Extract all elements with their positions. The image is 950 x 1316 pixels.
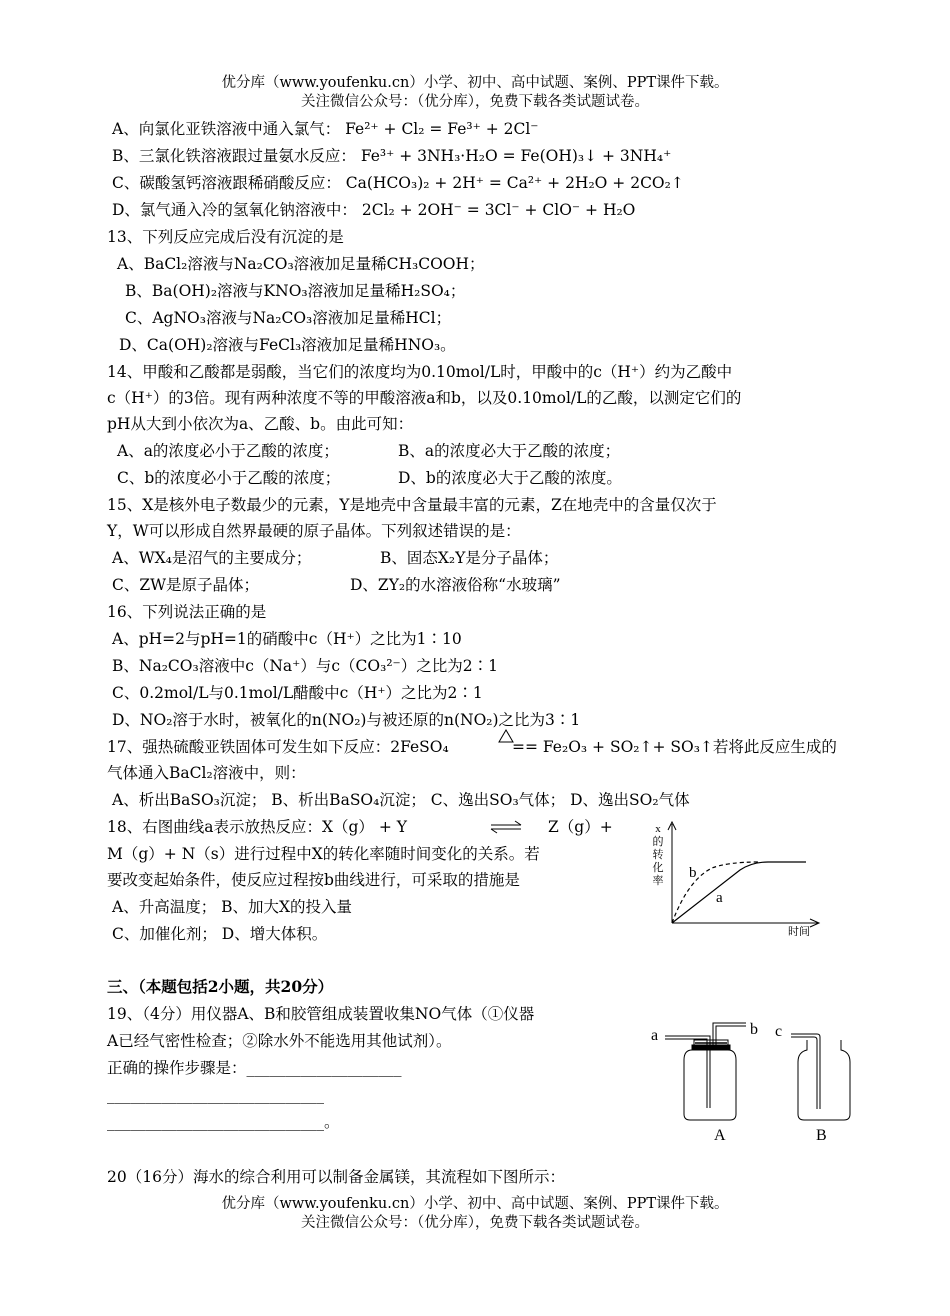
port-c-label: c <box>775 1023 783 1040</box>
q17-stem-1b: == Fe₂O₃ + SO₂↑+ SO₃↑若将此反应生成的 <box>512 738 837 756</box>
q16-option-d: D、NO₂溶于水时，被氧化的n(NO₂)与被还原的n(NO₂)之比为3∶1 <box>112 711 581 729</box>
conversion-time-graph <box>648 818 828 936</box>
q19-answer-line-3: ____________________________。 <box>107 1113 340 1131</box>
q12-option-b: B、三氯化铁溶液跟过量氨水反应： Fe³⁺ + 3NH₃·H₂O = Fe(OH)₃↓ + 3NH₄⁺ <box>112 147 672 165</box>
footer-line-1: 优分库（www.youfenku.cn）小学、初中、高中试题、案例、PPT课件下载。 <box>221 1196 729 1212</box>
svg-text:率: 率 <box>652 875 664 887</box>
q15-option-d: D、ZY₂的水溶液俗称“水玻璃” <box>350 576 561 594</box>
q16-stem: 16、下列说法正确的是 <box>107 603 267 621</box>
bottle-b-label: B <box>816 1127 827 1144</box>
section-3-title: 三、（本题包括2小题，共20分） <box>107 977 334 996</box>
q13-option-a: A、BaCl₂溶液与Na₂CO₃溶液加足量稀CH₃COOH； <box>117 255 485 273</box>
q13-option-d: D、Ca(OH)₂溶液与FeCl₃溶液加足量稀HNO₃。 <box>119 336 456 354</box>
bottle-a-label: A <box>714 1127 726 1144</box>
q14-stem-1: 14、甲酸和乙酸都是弱酸，当它们的浓度均为0.10mol/L时，甲酸中的c（H⁺）约为乙酸中 <box>107 363 733 381</box>
q15-stem-1: 15、X是核外电子数最少的元素，Y是地壳中含量最丰富的元素，Z在地壳中的含量仅次于 <box>107 496 717 514</box>
q17-stem-2: 气体通入BaCl₂溶液中，则： <box>107 764 306 782</box>
footer-line-2: 关注微信公众号：（优分库），免费下载各类试题试卷。 <box>301 1215 649 1231</box>
bottle-b <box>791 1034 850 1120</box>
q18-options-ab: A、升高温度； B、加大X的投入量 <box>112 898 353 916</box>
q12-option-c: C、碳酸氢钙溶液跟稀硝酸反应： Ca(HCO₃)₂ + 2H⁺ = Ca²⁺ + 2H₂O + 2CO₂↑ <box>112 174 684 192</box>
q20-stem: 20（16分）海水的综合利用可以制备金属镁，其流程如下图所示： <box>107 1168 565 1186</box>
q17-options: A、析出BaSO₃沉淀； B、析出BaSO₄沉淀； C、逸出SO₃气体； D、逸出SO₂气体 <box>112 791 690 809</box>
q13-option-b: B、Ba(OH)₂溶液与KNO₃溶液加足量稀H₂SO₄； <box>125 282 466 300</box>
curve-b-label: b <box>689 865 697 881</box>
svg-text:x: x <box>655 823 661 835</box>
q19-answer-line-2: ____________________________ <box>107 1086 324 1104</box>
port-a-label: a <box>651 1027 659 1044</box>
q17-stem-1a: 17、强热硫酸亚铁固体可发生如下反应：2FeSO₄ <box>107 738 449 756</box>
svg-text:化: 化 <box>652 862 664 874</box>
q14-option-d: D、b的浓度必大于乙酸的浓度。 <box>398 469 622 487</box>
q19-stem-2: A已经气密性检查；②除水外不能选用其他试剂）。 <box>107 1032 452 1050</box>
q14-option-c: C、b的浓度必小于乙酸的浓度； <box>117 469 341 487</box>
svg-text:的: 的 <box>652 836 664 848</box>
q15-stem-2: Y，W可以形成自然界最硬的原子晶体。下列叙述错误的是： <box>107 522 521 540</box>
bottle-a <box>665 1023 746 1120</box>
q18-stem-1a: 18、右图曲线a表示放热反应：X（g） + Y <box>107 818 407 836</box>
q14-option-a: A、a的浓度必小于乙酸的浓度； <box>117 442 339 460</box>
q13-option-c: C、AgNO₃溶液与Na₂CO₃溶液加足量稀HCl； <box>125 309 452 327</box>
reversible-arrow-icon <box>488 818 524 836</box>
q13-stem: 13、下列反应完成后没有沉淀的是 <box>107 228 344 246</box>
q16-option-c: C、0.2mol/L与0.1mol/L醋酸中c（H⁺）之比为2∶1 <box>112 684 483 702</box>
q18-stem-3: 要改变起始条件，使反应过程按b曲线进行，可采取的措施是 <box>107 871 520 889</box>
q15-option-b: B、固态X₂Y是分子晶体； <box>380 549 559 567</box>
curve-a-label: a <box>716 890 723 906</box>
q12-option-d: D、氯气通入冷的氢氧化钠溶液中： 2Cl₂ + 2OH⁻ = 3Cl⁻ + ClO⁻ + H₂O <box>112 201 636 219</box>
q14-stem-3: pH从大到小依次为a、乙酸、b。由此可知： <box>107 415 414 433</box>
q14-stem-2: c（H⁺）的3倍。现有两种浓度不等的甲酸溶液a和b，以及0.10mol/L的乙酸，以测定它们的 <box>107 389 742 407</box>
gas-apparatus-figure <box>640 1012 865 1147</box>
q12-option-a: A、向氯化亚铁溶液中通入氯气： Fe²⁺ + Cl₂ = Fe³⁺ + 2Cl⁻ <box>112 120 539 138</box>
curve-b <box>672 862 758 923</box>
q19-answer-line-1: 正确的操作步骤是：____________________ <box>107 1059 402 1077</box>
header-line-1: 优分库（www.youfenku.cn）小学、初中、高中试题、案例、PPT课件下载。 <box>221 75 729 91</box>
q15-option-c: C、ZW是原子晶体； <box>112 576 260 594</box>
q16-option-b: B、Na₂CO₃溶液中c（Na⁺）与c（CO₃²⁻）之比为2∶1 <box>112 657 498 675</box>
q15-option-a: A、WX₄是沼气的主要成分； <box>112 549 312 567</box>
q16-option-a: A、pH=2与pH=1的硝酸中c（H⁺）之比为1∶10 <box>112 630 462 648</box>
q18-options-cd: C、加催化剂； D、增大体积。 <box>112 925 328 943</box>
q18-stem-2: M（g）+ N（s）进行过程中X的转化率随时间变化的关系。若 <box>107 845 540 863</box>
port-b-label: b <box>750 1021 758 1038</box>
q14-option-b: B、a的浓度必大于乙酸的浓度； <box>398 442 621 460</box>
header-line-2: 关注微信公众号：（优分库），免费下载各类试题试卷。 <box>301 94 649 110</box>
graph-y-label <box>653 823 664 887</box>
graph-x-label: 时间 <box>788 926 810 936</box>
q19-stem-1: 19、（4分）用仪器A、B和胶管组成装置收集NO气体（①仪器 <box>107 1005 535 1023</box>
svg-text:转: 转 <box>652 849 664 861</box>
q18-stem-1b: Z（g）+ <box>548 818 613 836</box>
